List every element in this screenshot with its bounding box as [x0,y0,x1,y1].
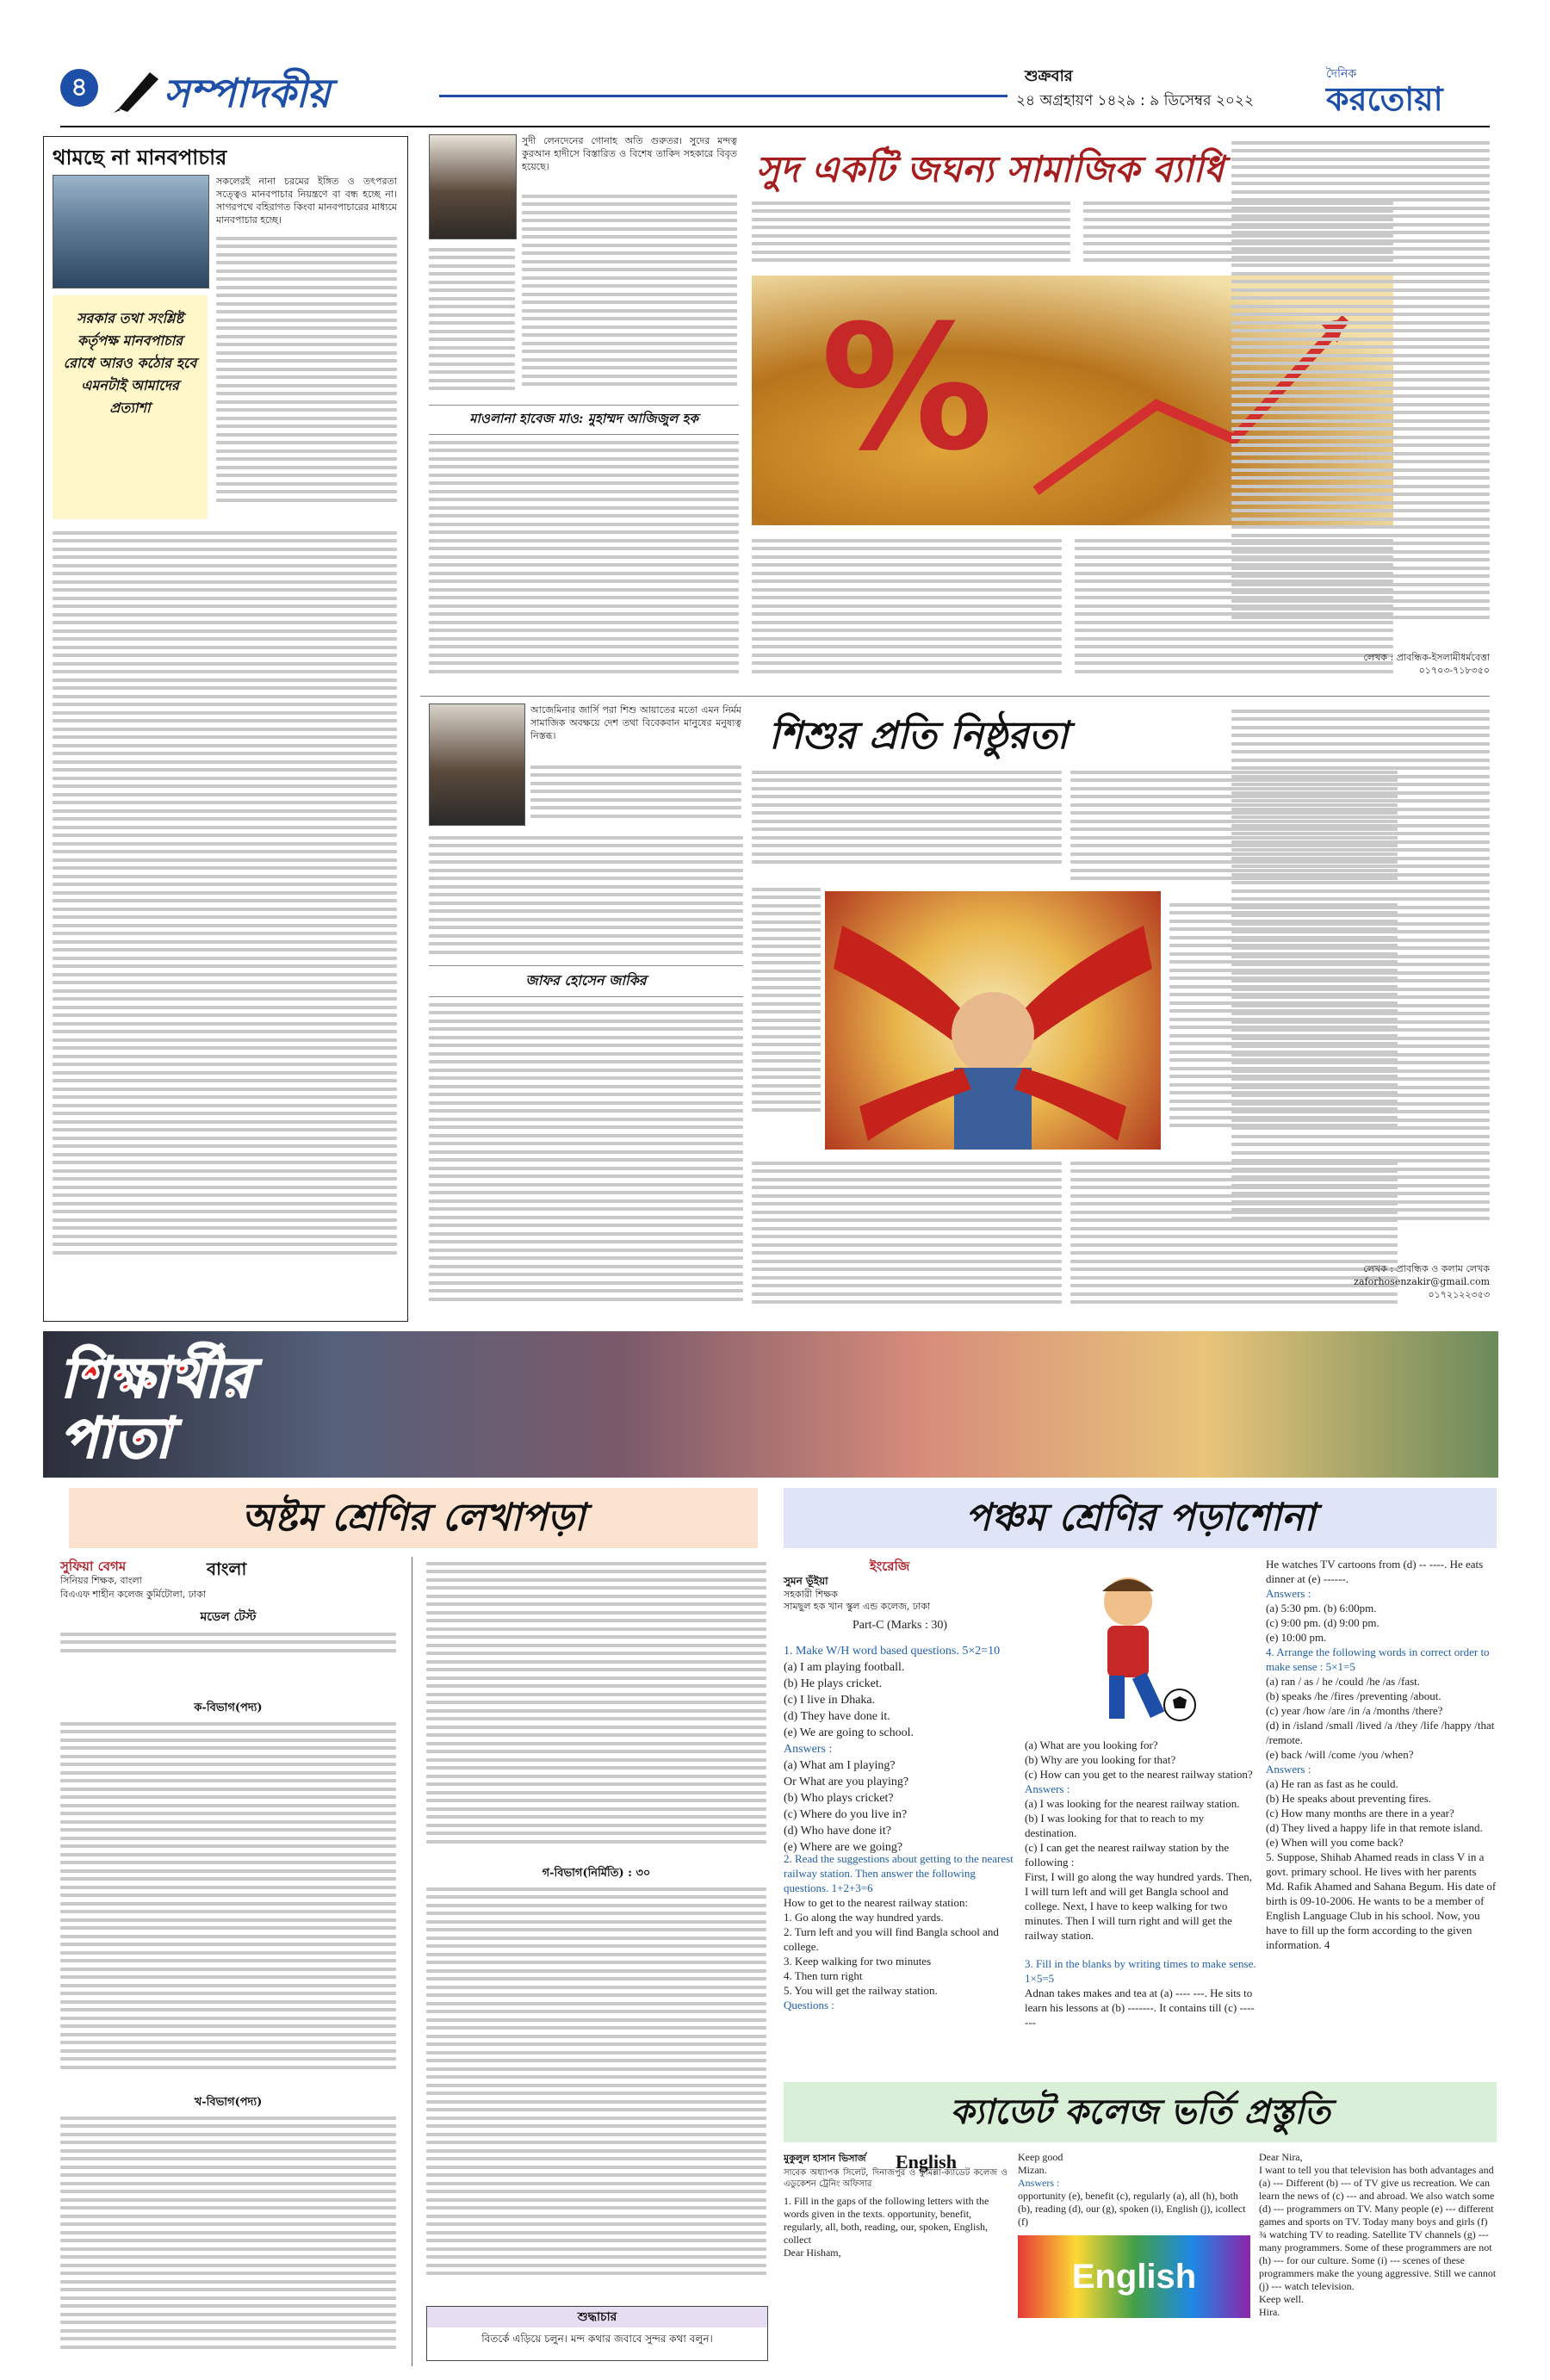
c5-q2-line: How to get to the nearest railway station: [784,1896,969,1909]
usury-title: সুদ একটি জঘন্য সামাজিক ব্যাধি [756,148,1224,190]
student-banner-title: শিক্ষার্থীর পাতা [60,1346,251,1471]
c8-col1-b [60,2111,396,2361]
usury-col1-top [429,243,515,398]
c8-test: মডেল টেস্ট [200,1610,257,1624]
c5-q1-item: (b) He plays cricket. [784,1677,883,1690]
left-article-lead: সকলেরই নানা চরমের ইঙ্গিত ও তৎপরতা সত্ত্বেও মানবপাচার নিয়ন্ত্রণে বা বন্ধ হচ্ছে না। সাগরপথে বহিরাগত কিংবা মানবপাচারের মাধ্যমে মানবপাচার হচ্ছে। [216,176,397,226]
issue-day: শুক্রবার [1025,67,1073,85]
usury-credit-role: লেখক : প্রাবন্ধিক-ইসলামীধর্মবেত্তা [1363,652,1490,663]
c5-q1-answer: (d) Who have done it? [784,1825,891,1838]
football-boy-image [1033,1567,1223,1731]
pullquote-box [53,295,208,519]
c5-q3 [1025,1956,1257,2073]
child-col2-narrow [752,883,821,1141]
paper-name: করতোয়া [1326,79,1443,118]
c5-q2-line: 3. Keep walking for two minutes [784,1955,932,1968]
child-author: জাফর হোসেন জাকির [429,965,743,997]
cadet-letter1-end: Mizan. [1018,2164,1047,2176]
cadet-q1: 1. Fill in the gaps of the following letters with the words given in the texts. opportunity, benefit, regularly, all, both, reading, our, spoken, English, collect [784,2195,989,2246]
author-photo-child [429,703,525,826]
cadet-role: সাবেক অধ্যাপক সিলেট, দিনাজপুর ও কুমিল্লা-ক্যাডেট কলেজ ও এডুকেশন ট্রেনিং অফিসার [784,2168,1008,2189]
cadet-subject: English [896,2151,957,2172]
usury-author-credit [1231,651,1490,685]
c5-q4-item: (c) year /how /are /in /a /months /there? [1266,1704,1443,1717]
class8-header: অষ্টম শ্রেণির লেখাপড়া [69,1488,758,1548]
c5-q3-right-line: (a) 5:30 pm. (b) 6:00pm. [1266,1602,1377,1615]
c8-role1: সিনিয়র শিক্ষক, বাংলা [60,1575,142,1586]
author-photo-usury [429,134,517,239]
child-intro: আজেমিনার জার্সি পরা শিশু আয়াতের মতো এমন নির্মম সামাজিক অবক্ষয়ে দেশ তথা বিবেকবান মানুষের মনুষ্যত্ব নিস্তব্ধ। [530,704,741,741]
c5-q2-mid-line: (a) I was looking for the nearest railway station. [1025,1797,1240,1810]
usury-intro-body [522,189,737,396]
student-banner [43,1331,1498,1478]
c5-q1-item: (a) I am playing football. [784,1661,905,1674]
c5-q2-line: 4. Then turn right [784,1969,863,1982]
cadet-col3 [1259,2151,1497,2375]
c5-q5: 5. Suppose, Shihab Ahamed reads in class V in a govt. primary school. He lives with her parents Md. Rafik Ahamed and Sahana Begum. His date of birth is 09-10-2006. He wants to be a member of English Language Club in his school. Now, you have to fill up the form according to the given information. 4 [1266,1850,1497,1951]
cadet-teacher: মুকুলুল হাসান ভিসার্জ [784,2153,866,2164]
child-intro-body-right [530,760,741,827]
c8-subject: বাংলা [207,1559,247,1579]
c8-role2: বিএএফ শাহীন কলেজ কুর্মিটোলা, ঢাকা [60,1589,207,1600]
c5-q1-item: (e) We are going to school. [784,1726,914,1739]
c5-q2-mid [1025,1738,1257,1953]
child-intro-body [429,831,743,958]
child-credit-role: লেখক : প্রাবন্ধিক ও কলাম লেখক [1363,1263,1490,1274]
c5-q3-right-line: Answers : [1266,1587,1311,1600]
c5-q1-answer: (b) Who plays cricket? [784,1792,894,1805]
c8-col2-b [426,1882,766,2296]
c5-q1 [784,1643,1016,1856]
usury-intro: সুদী লেনদেনের গোনাহ অতি গুরুতর। সুদের মন্দত্ব কুরআন হাদীসে বিস্তারিত ও বিশেষ তাকিদ সহকারে বিবৃত হয়েছে। [522,135,737,172]
usury-right-column [1231,136,1490,644]
usury-author: মাওলানা হাবেজ মাও: মুহাম্মদ আজিজুল হক [429,405,739,435]
c5-q3-title: 3. Fill in the blanks by writing times to make sense. 1×5=5 [1025,1957,1256,1985]
section-title: সম্পাদকীয় [164,70,331,116]
c5-q1-answer: (a) What am I playing? [784,1759,896,1772]
c5-q2-mid-line: (b) I was looking for that to reach to my destination. [1025,1812,1205,1839]
c8-col1-a [60,1717,396,2087]
pullquote: সরকার তথা সংশ্লিষ্ট কর্তৃপক্ষ মানবপাচার রোধে আরও কঠোর হবে এমনটাই আমাদের প্রত্যাশা [63,310,197,416]
c5-role1: সহকারী শিক্ষক [784,1589,838,1600]
c5-q2-mid-line: (c) I can get the nearest railway station by the following : [1025,1841,1230,1869]
cadet-letter2: Keep well. [1259,2293,1304,2305]
usury-col2 [752,196,1070,270]
child-col2-bottom [752,1156,1062,1317]
left-article [43,136,408,1322]
child-credit-phone: ০১৭২১২২৩৫৩ [1428,1289,1490,1300]
c5-q2-line: Questions : [784,1999,834,2011]
usury-bottom-col2 [752,534,1062,685]
hands-child-icon [825,891,1161,1150]
child-author-credit [1231,1262,1490,1314]
paper-prefix: দৈনিক [1326,67,1357,81]
usury-credit-phone: ০১৭০৩-৭১৮৩৫০ [1418,665,1490,676]
suddhachar-text: বিতর্কে এড়িয়ে চলুন। মন্দ কথার জবাবে সুন্দর কথা বলুন। [481,2333,713,2345]
cadet-header: ক্যাডেট কলেজ ভর্তি প্রস্তুতি [784,2082,1497,2142]
cadet-col2 [1018,2151,1250,2375]
masthead-bottom-rule [60,126,1490,127]
suddhachar-box [426,2306,768,2361]
c5-q4-answer: (a) He ran as fast as he could. [1266,1777,1398,1790]
c5-teacher: সুমন ভূঁইয়া [784,1575,828,1587]
child-illustration [825,891,1161,1150]
c5-right-col [1266,1557,1497,2073]
cadet-letter2: Dear Nira, [1259,2151,1303,2163]
svg-text:%: % [821,288,994,489]
c5-q3-right-line: (e) 10:00 pm. [1266,1631,1327,1644]
c5-q4-title: 4. Arrange the following words in correct order to make sense : 5×1=5 [1266,1646,1490,1673]
c5-q1-answer: (e) Where are we going? [784,1841,903,1854]
c8-col2-a [426,1557,766,1858]
c5-subject: ইংরেজি [870,1559,910,1574]
masthead-rule [439,95,1008,97]
c5-q2-mid-line: First, I will go along the way hundred yards. Then, I will turn left and will get Bangla school and college. Next, I have to keep walking for two minutes. Then I will turn right and will get the railway station. [1025,1870,1253,1942]
page-number-badge: ৪ [60,69,98,107]
cadet-letter1-end: Keep good [1018,2151,1063,2163]
usury-col1-body [429,436,739,685]
cadet-letter1-greeting: Dear Hisham, [784,2247,841,2259]
class5-header: পঞ্চম শ্রেণির পড়াশোনা [784,1488,1497,1548]
c5-q4-answer: (b) He speaks about preventing fires. [1266,1792,1432,1805]
cadet-ans-label: Answers : [1018,2177,1060,2189]
c5-q4-answer: (c) How many months are there in a year? [1266,1807,1454,1819]
child-credit-email: zaforhosenzakir@gmail.com [1354,1276,1490,1287]
c5-q2-mid-line: (c) How can you get to the nearest railway station? [1025,1768,1253,1781]
left-article-body [53,526,397,1310]
cadet-col1 [784,2151,1008,2375]
c5-q4-item: (b) speaks /he /fires /preventing /about. [1266,1689,1442,1702]
c8-col1-intro [60,1627,396,1662]
masthead [60,60,1490,121]
c5-q2-mid-line: (a) What are you looking for? [1025,1739,1158,1751]
c5-q2-mid-line: (b) Why are you looking for that? [1025,1753,1176,1766]
child-right-column [1231,704,1490,1255]
c5-answers-label-2: Answers : [1266,1763,1311,1776]
c5-q3-text: Adnan takes makes and tea at (a) ---- ---. He sits to learn his lessons at (b) -------. It contains till (c) ------- [1025,1986,1255,2029]
c8-sec-ga: গ-বিভাগ(নির্মিতি) : ৩০ [542,1867,651,1880]
child-col1-body [429,998,743,1317]
c5-answers-label: Answers : [784,1743,833,1756]
c5-q4-item: (d) in /island /small /lived /a /they /life /happy /that /remote. [1266,1719,1495,1746]
c5-q2-line: 2. Turn left and you will find Bangla school and college. [784,1925,999,1953]
child-col2-top [752,765,1062,877]
c5-role2: সামছুল হক খান স্কুল এন্ড কলেজ, ঢাকা [784,1601,931,1612]
c5-q1-item: (d) They have done it. [784,1710,890,1723]
c5-q2-line: 5. You will get the railway station. [784,1984,938,1997]
football-player-icon [1033,1567,1223,1731]
c5-q3-right-line: (c) 9:00 pm. (d) 9:00 pm. [1266,1616,1380,1629]
c5-q2 [784,1851,1016,2073]
left-article-title: থামছে না মানবপাচার [53,145,227,170]
boat-photo [53,175,209,288]
c5-q2-title: 2. Read the suggestions about getting to the nearest railway station. Then answer the following questions. 1+2+3=6 [784,1852,1014,1894]
usury-bottom-rule [420,696,1490,697]
c5-q4-answer: (e) When will you come back? [1266,1836,1404,1849]
c5-q2-mid-line: Answers : [1025,1782,1070,1795]
c8-teacher: সুফিয়া বেগম [60,1559,127,1574]
pen-nib-icon [112,65,164,117]
class8-content [52,1557,775,2371]
c5-q2-line: 1. Go along the way hundred yards. [784,1911,944,1924]
c8-sec-ka: ক-বিভাগ(পদ্য) [194,1701,263,1714]
suddhachar-title: শুদ্ধাচার [427,2307,767,2327]
issue-date: ২৪ অগ্রহায়ণ ১৪২৯ : ৯ ডিসেম্বর ২০২২ [1016,92,1255,109]
c5-q4-item: (e) back /will /come /you /when? [1266,1748,1414,1761]
child-title: শিশুর প্রতি নিষ্ঠুরতা [769,714,1069,758]
c5-q1-title: 1. Make W/H word based questions. 5×2=10 [784,1645,1001,1658]
c5-q4-item: (a) ran / as / he /could /he /as /fast. [1266,1675,1421,1688]
left-article-body-top [216,232,397,519]
c5-q3-right-line: He watches TV cartoons from (d) -- ----. He eats dinner at (e) ------. [1266,1558,1484,1585]
c5-part: Part-C (Marks : 30) [852,1619,948,1632]
cadet-letter2: Hira. [1259,2306,1280,2318]
cadet-letter2: I want to tell you that television has both advantages and (a) --- Different (b) --- of TV give us recreation. We can learn the news of (c) --- and abroad. We also watch some (d) --- programmers on TV. Many people (e) --- different games and sports on TV. Today many boys and girls (f) ¾ watching TV to reading. Satellite TV channels (g) --- many programmers. Some of these programmers are not (h) --- for our culture. Some (i) --- scenes of these programmers make the young aggressive. Still we cannot (j) --- watch television. [1259,2164,1497,2292]
c8-sec-kha: খ-বিভাগ(পদ্য) [194,2096,263,2109]
cadet-ans1: opportunity (e), benefit (c), regularly (a), all (h), both (b), reading (d), our (g), spoken (i), English (j), icollect (f) [1018,2190,1246,2228]
c5-q1-item: (c) I live in Dhaka. [784,1694,876,1707]
c5-q1-answer: Or What are you playing? [784,1776,909,1788]
c5-q4-answer: (d) They lived a happy life in that remote island. [1266,1821,1483,1834]
english-hands-image: English [1018,2235,1250,2318]
c5-q1-answer: (c) Where do you live in? [784,1808,908,1821]
